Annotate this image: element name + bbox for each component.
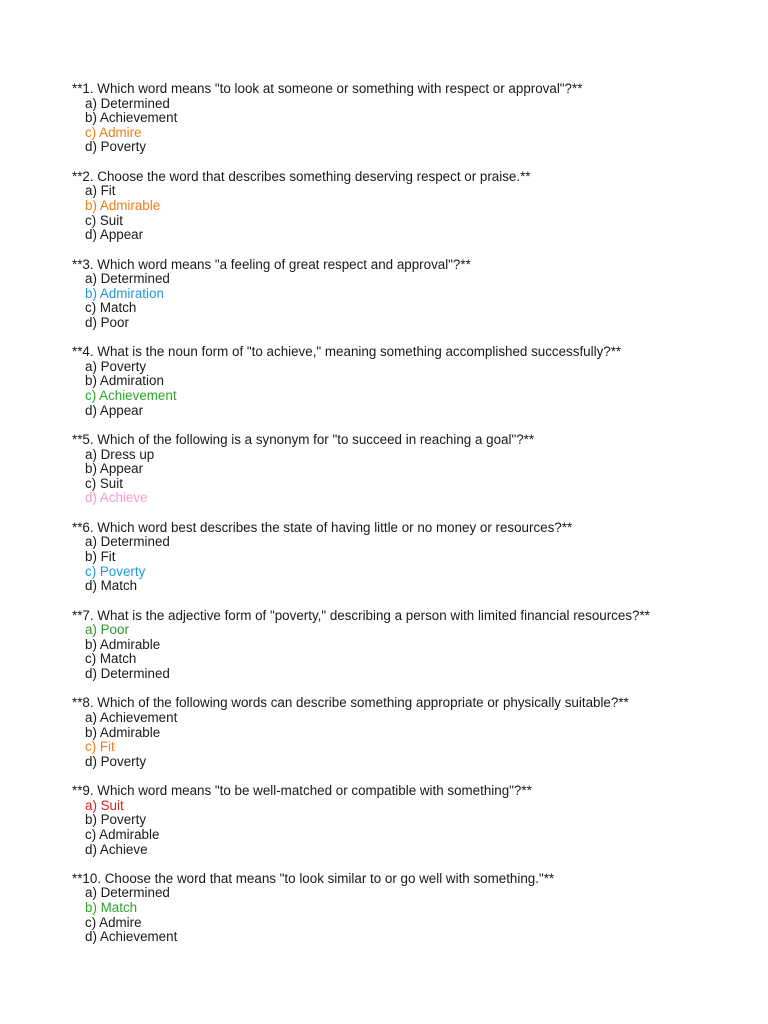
quiz-document	[72, 82, 752, 960]
answer-option: a) Poverty	[85, 358, 147, 374]
answer-option: a) Determined	[85, 271, 170, 287]
question-text: **1. Which word means "to look at someone or something with respect or approval"?**	[72, 81, 583, 96]
answer-option: c) Admire	[85, 124, 142, 140]
question-text: **2. Choose the word that describes something deserving respect or praise.**	[72, 168, 531, 184]
answer-option: a) Suit	[85, 797, 124, 813]
answer-option: c) Poverty	[85, 563, 146, 579]
question-text: **3. Which word means "a feeling of great respect and approval"?**	[72, 256, 471, 272]
answer-option: d) Appear	[85, 402, 144, 418]
answer-option: b) Fit	[85, 549, 116, 565]
answer-option: a) Determined	[85, 885, 170, 901]
answer-option: c) Suit	[85, 212, 123, 228]
answer-option: d) Achievement	[85, 929, 178, 945]
answer-option: b) Appear	[85, 461, 144, 477]
answer-option: a) Achievement	[85, 709, 178, 725]
question-block	[72, 170, 752, 243]
question-text: **5. Which of the following is a synonym for "to succeed in reaching a goal"?**	[72, 432, 535, 448]
question-block	[72, 872, 752, 945]
question-text: **6. Which word best describes the state of having little or no money or resources?**	[72, 519, 573, 535]
question-text: **4. What is the noun form of "to achieve," meaning something accomplished successfully?**	[72, 344, 622, 360]
answer-option: c) Admire	[85, 914, 142, 930]
answer-option: b) Admiration	[85, 285, 164, 301]
answer-option: c) Match	[85, 651, 137, 667]
answer-option: d) Poor	[85, 314, 129, 330]
answer-option: d) Match	[85, 578, 138, 594]
question-text: **8. Which of the following words can describe something appropriate or physically suitable?**	[72, 695, 629, 711]
answer-option: b) Admiration	[85, 373, 164, 389]
question-block	[72, 696, 752, 769]
question-text: **10. Choose the word that means "to look similar to or go well with something."**	[72, 870, 555, 886]
answer-option: d) Determined	[85, 665, 170, 681]
answer-option: a) Dress up	[85, 446, 155, 462]
answer-option: d) Appear	[85, 227, 144, 243]
answer-option: b) Poverty	[85, 812, 147, 828]
answer-option: d) Poverty	[85, 139, 147, 155]
answer-option: d) Poverty	[85, 753, 147, 769]
question-block	[72, 521, 752, 594]
answer-option: d) Achieve	[85, 841, 148, 857]
question-text: **7. What is the adjective form of "poverty," describing a person with limited financial resources?**	[72, 607, 650, 623]
question-block	[72, 82, 752, 155]
answer-option: b) Admirable	[85, 636, 161, 652]
answer-option: c) Match	[85, 300, 137, 316]
question-block	[72, 345, 752, 418]
answer-option: a) Poor	[85, 622, 129, 638]
answer-option: b) Admirable	[85, 724, 161, 740]
answer-option: b) Achievement	[85, 110, 178, 126]
question-block	[72, 258, 752, 331]
answer-option: d) Achieve	[85, 490, 148, 506]
answer-option: b) Admirable	[85, 197, 161, 213]
question-block	[72, 609, 752, 682]
question-text: **9. Which word means "to be well-matched or compatible with something"?**	[72, 783, 532, 799]
answer-option: c) Achievement	[85, 388, 177, 404]
answer-option: c) Admirable	[85, 826, 160, 842]
answer-option: c) Suit	[85, 475, 123, 491]
answer-option: a) Determined	[85, 95, 170, 111]
answer-option: b) Match	[85, 900, 138, 916]
question-block	[72, 433, 752, 506]
question-block	[72, 784, 752, 857]
answer-option: c) Fit	[85, 739, 115, 755]
answer-option: a) Determined	[85, 534, 170, 550]
answer-option: a) Fit	[85, 183, 116, 199]
